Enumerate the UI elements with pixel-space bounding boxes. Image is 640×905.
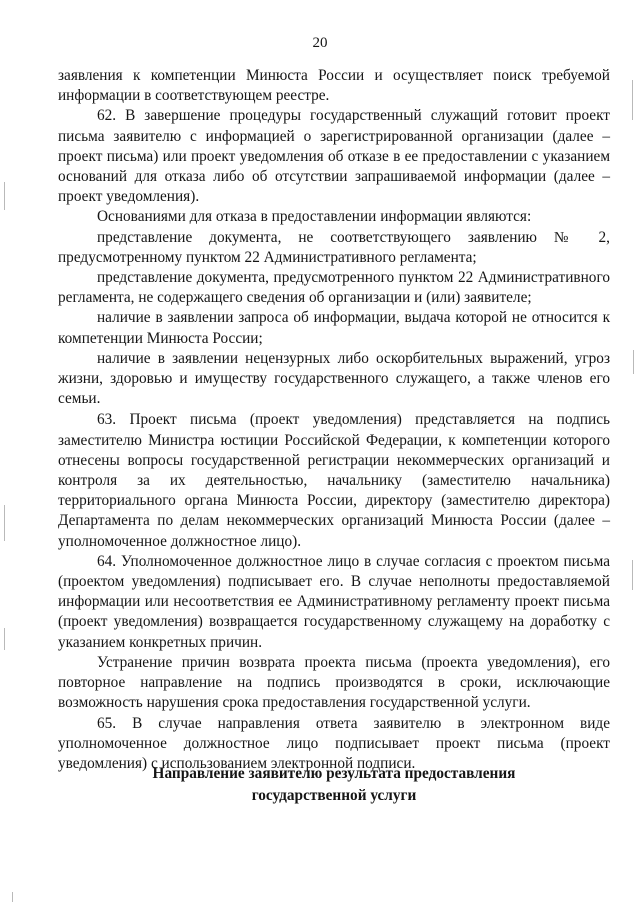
document-body xyxy=(58,66,610,774)
paragraph-continuation: заявления к компетенции Минюста России и осуществляет поиск требуемой информации в соответствующем реестре. xyxy=(58,67,610,105)
paragraph-65: 65. В случае направления ответа заявителю в электронном виде уполномоченное должностное лицо подписывает проект письма (проект уведомления) с использованием электронной подписи. xyxy=(58,714,610,772)
paragraph-62: 62. В завершение процедуры государственный служащий готовит проект письма заявителю с информацией о зарегистрированной организации (далее – проект письма) или проект уведомления об отказе в ее предоставлении с указанием оснований для отказа либо об отсутствии запрашиваемой информации (далее – проект уведомления). xyxy=(58,107,610,206)
paragraph-63: 63. Проект письма (проект уведомления) представляется на подпись заместителю Министра юстиции Российской Федерации, к компетенции которого отнесены вопросы государственной регистрации некоммерческих организаций и контроля за их деятельностью, начальнику (заместителю начальника) территориального органа Минюста России, директору (заместителю директора) Департамента по делам некоммерческих организаций Минюста России (далее – уполномоченное должностное лицо). xyxy=(58,411,610,550)
scan-artifact-left-3 xyxy=(4,628,5,650)
scan-artifact-right-1 xyxy=(632,80,633,120)
page-number: 20 xyxy=(312,35,328,51)
paragraph-refusal-ground-2: представление документа, предусмотренного пунктом 22 Административного регламента, не содержащего сведения об организации и (или) заявителе; xyxy=(58,269,610,307)
scan-artifact-bottom xyxy=(12,892,13,902)
paragraph-64-continuation: Устранение причин возврата проекта письма (проекта уведомления), его повторное направление на подпись производятся в сроки, исключающие возможность нарушения срока предоставления государственной услуги. xyxy=(58,653,610,712)
scan-artifact-right-2 xyxy=(633,350,634,374)
scan-artifact-left-2 xyxy=(4,505,5,541)
paragraph-64: 64. Уполномоченное должностное лицо в случае согласия с проектом письма (проектом уведомления) подписывает его. В случае неполноты предоставляемой информации или несоответствия ее Административному регламенту проект письма (проект уведомления) возвращается государственному служащему на доработку с указанием конкретных причин. xyxy=(58,552,610,651)
paragraph-refusal-ground-1: представление документа, не соответствующего заявлению № 2, предусмотренному пунктом 22 Административного регламента; xyxy=(58,228,610,266)
section-heading-line-2: государственной услуги xyxy=(251,787,417,804)
scan-artifact-right-3 xyxy=(632,560,633,590)
paragraph-refusal-ground-4: наличие в заявлении нецензурных либо оскорбительных выражений, угроз жизни, здоровью и имуществу государственного служащего, а также членов его семьи. xyxy=(58,349,610,408)
paragraph-refusal-ground-3: наличие в заявлении запроса об информации, выдача которой не относится к компетенции Минюста России; xyxy=(58,309,610,347)
scan-artifact-left-1 xyxy=(4,182,5,210)
section-heading xyxy=(58,763,610,807)
paragraph-refusal-grounds-intro: Основаниями для отказа в предоставлении информации являются: xyxy=(97,208,532,226)
section-heading-line-1: Направление заявителю результата предоставления xyxy=(152,765,516,782)
